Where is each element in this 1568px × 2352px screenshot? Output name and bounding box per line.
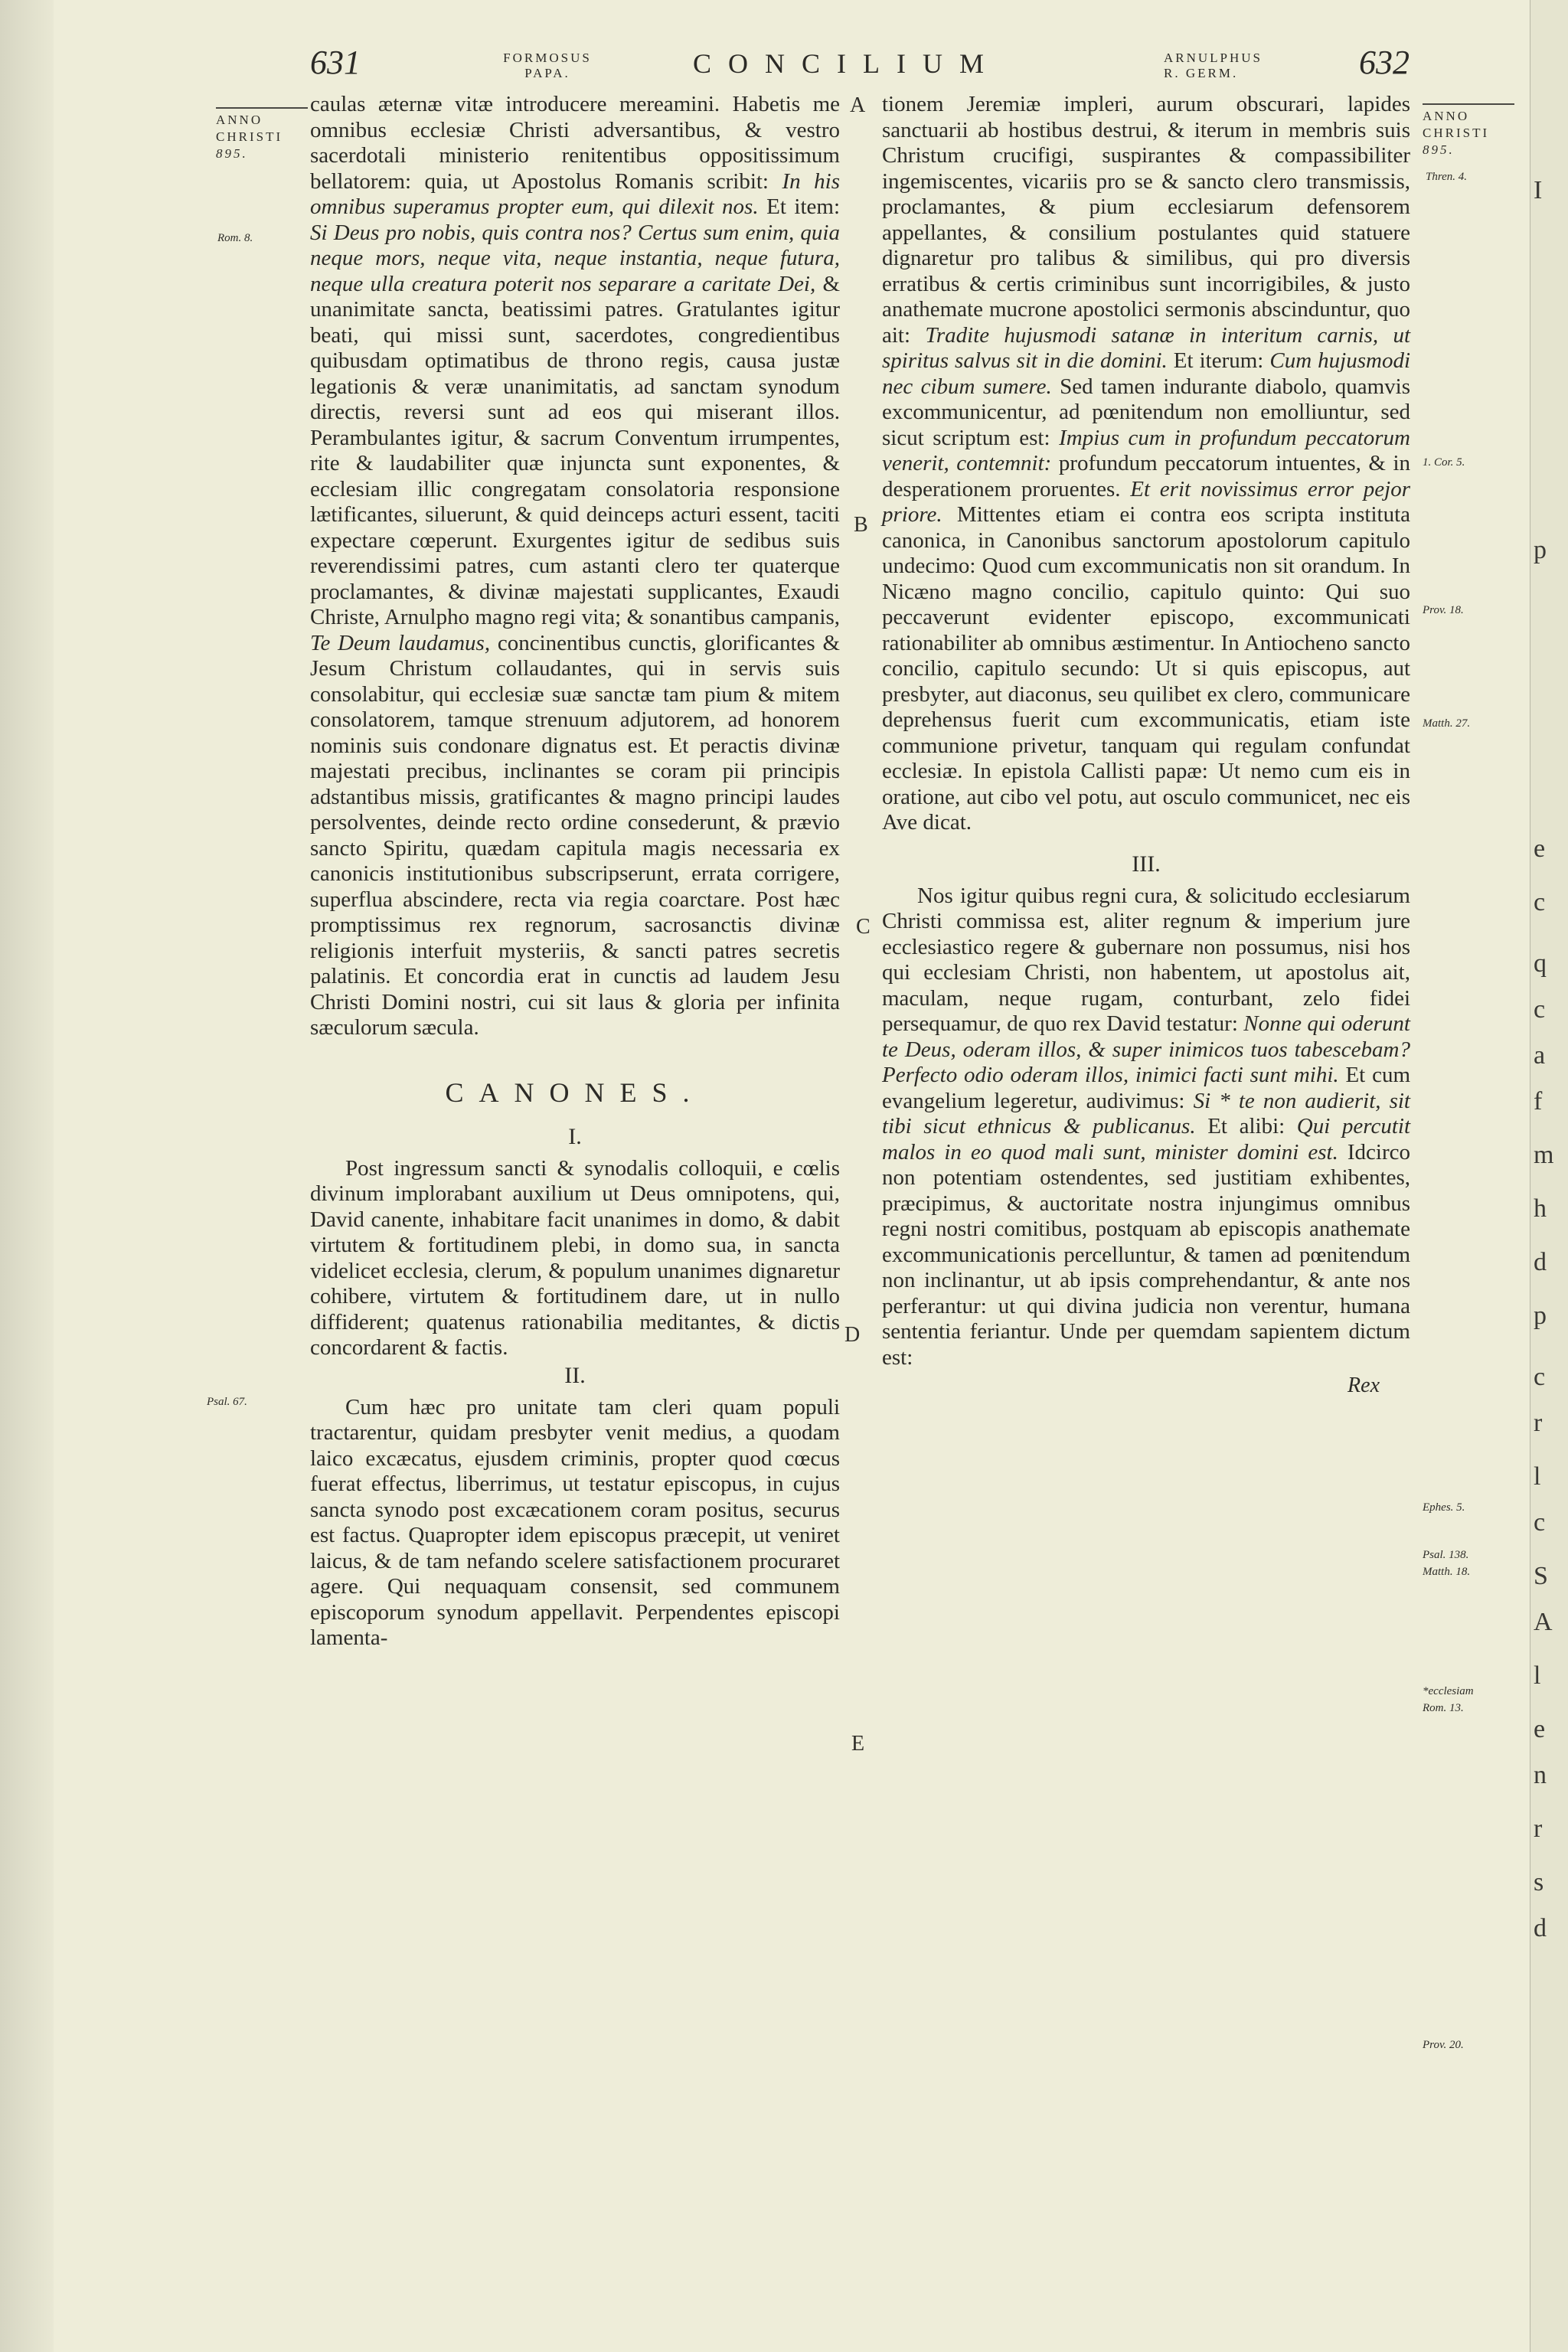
scripture-quote: Et erit novissimus error pejor priore. (882, 476, 1410, 527)
anno-year: 895. (1423, 142, 1455, 157)
text-run: Idcirco non potentiam ostendentes, sed justitiam exhibentes, præcipimus, & auctoritate nostra injungimus omnibus regni nostri comitibus, postquam ab episcopis anathemate excommunicationis percelluntur, & tamen ad pœnitendum non inclinantur, ut ab ipsis comprehendantur, & ante nos perferantur: ut qui divina judicia non verentur, humana sententia feriantur. Unde per quemdam sapientem dictum est: (882, 1139, 1410, 1370)
margin-ref-cor: 1. Cor. 5. (1423, 456, 1465, 469)
edge-letter: e (1534, 835, 1546, 863)
edge-letter: f (1534, 1087, 1543, 1116)
edge-letter: S (1534, 1562, 1548, 1590)
edge-letter: c (1534, 1363, 1546, 1391)
running-title-line: FORMOSUS (503, 51, 592, 65)
edge-letter: c (1534, 888, 1546, 916)
anno-label: CHRISTI (1423, 126, 1490, 140)
edge-letter: e (1534, 1715, 1546, 1743)
body-paragraph (882, 884, 1410, 1371)
body-paragraph: Post ingressum sancti & synodalis colloquii, e cœlis divinum implorabant auxilium ut Deus omnipotens, qui, David canente, inhabitare facit unanimes in domo, & dabit virtutem & fortitudinem plebi, in domo sua, in sancta videlicet ecclesia, clerum, & populum unanimes dignaretur cohibere, virtutem & fortitudinem dare, ut in nullo diffiderent; quatenus rationabilia meditantes, & dictis concordarent & factis. (310, 1155, 840, 1360)
section-letter: E (851, 1732, 865, 1756)
edge-letter: l (1534, 1661, 1541, 1690)
left-page-number: 631 (310, 44, 361, 81)
next-page-edge (1530, 0, 1568, 2352)
section-letter: D (844, 1323, 861, 1347)
text-run: Mittentes etiam ei contra eos scripta instituta canonica, in Canonibus sanctorum apostolorum capitulo undecimo: Quod cum excommunicatis non sit orandum. In Nicæno magno concilio, capitulo quinto: Qui suo peccaverunt evidenter episcopo, excommunicati rationabiliter ab omnibus æstimentur. In Antiocheno sancto concilio, capitulo secundo: Ut si quis episcopus, aut presbyter, aut diaconus, seu quilibet ex clero, communicare deprehensus fuerit cum excommunicatis, etiam iste communione privetur, tanquam qui regulam confundat ecclesiæ. In epistola Callisti papæ: Ut nemo cum eis in oratione, aut cibo vel potu, aut osculo communicet, nec eis Ave dicat. (882, 502, 1411, 835)
margin-ref-rom13: Rom. 13. (1423, 1702, 1464, 1714)
edge-letter: s (1534, 1868, 1544, 1896)
edge-letter: a (1534, 1041, 1546, 1070)
edge-letter: p (1534, 536, 1547, 564)
section-letter: A (850, 93, 866, 117)
edge-letter: r (1534, 1815, 1543, 1843)
text-run: Et alibi: (1207, 1114, 1285, 1138)
scripture-quote: Si * te non audierit, sit tibi sicut ethnicus & publicanus. (882, 1088, 1410, 1138)
margin-ref-ephes: Ephes. 5. (1423, 1501, 1465, 1514)
anno-year: 895. (216, 146, 248, 161)
text-run: tionem Jeremiæ impleri, aurum obscurari, lapides sanctuarii ab hostibus destrui, & iterum in membris suis Christum crucifigi, suspirantes & compassibiliter ingemiscentes, vicariis pro se & sancto clero transmissis, proclamantes, & pium ecclesiarum defensorem appellantes, & consilium postulantes quid statuere dignaretur pro talibus & similibus, qui pro diversis erratibus & certis criminibus sunt incorrigibiles, & justo anathemate mucrone apostolici sermonis abscinduntur, quo ait: (882, 92, 1410, 348)
running-header (0, 0, 1530, 84)
text-run: Et cum evangelium legeretur, audivimus: (882, 1063, 1410, 1113)
canones-heading: CANONES. (445, 1076, 705, 1108)
margin-ref-psal138: Psal. 138. (1423, 1549, 1469, 1561)
scripture-quote: Tradite hujusmodi satanæ in interitum carnis, ut spiritus salvus sit in die domini. (882, 322, 1410, 373)
section-letter: B (854, 513, 868, 537)
text-run: Et iterum: (1173, 348, 1264, 373)
edge-letter: p (1534, 1302, 1547, 1330)
canon-number: III. (1132, 851, 1161, 877)
edge-letter: r (1534, 1409, 1543, 1437)
text-run: caulas æternæ vitæ introducere mereamini. Habetis me omnibus ecclesiæ Christi adversantibus, & vestro sacerdotali ministerio renitentibus oppositissimum bellatorem: quia, ut Apostolus Romanis scribit: (310, 92, 840, 194)
margin-ref-prov20: Prov. 20. (1423, 2039, 1464, 2051)
scripture-quote: Impius cum in profundum peccatorum venerit, contemnit: (882, 425, 1411, 475)
anno-label: CHRISTI (216, 129, 283, 144)
body-paragraph (310, 92, 840, 1041)
catchword: Rex (1348, 1374, 1380, 1397)
edge-letter: c (1534, 1508, 1546, 1537)
right-text-column (882, 92, 1410, 1398)
page-title: CONCILIUM (693, 48, 1001, 79)
scripture-quote: Si Deus pro nobis, quis contra nos? Certus sum enim, quia neque mors, neque vita, neque instantia, neque futura, neque ulla creatura poterit nos separare a caritate Dei, (310, 220, 840, 296)
body-paragraph (882, 92, 1410, 836)
edge-letter: h (1534, 1194, 1547, 1223)
edge-letter: d (1534, 1248, 1547, 1276)
page-gutter (0, 0, 54, 2352)
right-page-number: 632 (1359, 44, 1410, 81)
running-title-line: R. GERM. (1164, 66, 1239, 80)
scripture-quote: In his omnibus superamus propter eum, qui dilexit nos. (310, 168, 841, 219)
margin-ref-ecclesiam: *ecclesiam (1423, 1685, 1474, 1697)
running-title-line: PAPA. (524, 66, 570, 80)
section-letter: C (856, 915, 871, 939)
scripture-quote: Qui percutit malos in eo quod mali sunt, minister domini est. (882, 1114, 1411, 1165)
running-title-line: ARNULPHUS (1164, 51, 1263, 65)
right-anno-block (1423, 103, 1514, 158)
margin-ref-thren: Thren. 4. (1426, 171, 1468, 183)
right-running-title (1164, 51, 1294, 81)
anno-label: ANNO (216, 113, 263, 127)
margin-ref-rom: Rom. 8. (217, 232, 253, 244)
canon-number: I. (568, 1123, 582, 1149)
edge-letter: I (1534, 176, 1543, 204)
anno-rule (216, 107, 308, 109)
edge-letter: A (1534, 1608, 1553, 1636)
margin-ref-prov: Prov. 18. (1423, 604, 1464, 616)
text-run: Et item: (766, 194, 840, 219)
scripture-quote: Cum hujusmodi nec cibum sumere. (882, 348, 1410, 399)
text-run: concinentibus cunctis, glorificantes & Jesum Christum collaudantes, qui in servis suis consolabitur, qui ecclesiæ suæ sanctæ tam pium & mitem consolatorem, tamque strenuum adjutorem, ad honorem nominis suis condonare dignatus est. Et peractis divinæ majestati precibus, inclinantes se coram pii principis adstantibus missis, gratificantes & magno principi laudes persolventes, deinde recto ordine consederunt, & prævio sancto Spiritu, quædam capitula magis necessaria ex canonicis institutionibus subscripserunt, errata corrigere, superflua abscindere, recta via regia coarctare. Post hæc promptissimus rex regnorum, sacrosanctis divinæ religionis interfuit mysteriis, & sancti patres secretis palatinis. Et concordia erat in cunctis ad laudem Jesu Christi Domini nostri, cui sit laus & gloria per infinita sæculorum sæcula. (310, 630, 841, 1040)
edge-letter: d (1534, 1914, 1547, 1942)
edge-letter: q (1534, 949, 1547, 978)
margin-ref-matth18: Matth. 18. (1423, 1566, 1471, 1578)
text-run: Nos igitur quibus regni cura, & solicitudo ecclesiarum Christi commissa est, aliter regnum & imperium jure ecclesiastico regere & gubernare non possumus, nisi hos qui ecclesiam Christi, non habentem, ut apostolus ait, maculam, neque rugam, conturbant, zelo fidei persequamur, de quo rex David testatur: (882, 883, 1410, 1036)
scripture-quote: Te Deum laudamus, (310, 630, 491, 655)
text-run: profundum peccatorum intuentes, & in desperationem proruentes. (882, 451, 1411, 501)
body-paragraph: Cum hæc pro unitate tam cleri quam populi tractarentur, quidam presbyter venit medius, a quodam laico excæcatus, ejusdem criminis, propter quod cœcus fuerat effectus, liberrimus, ut testatur episcopus, in cujus sancta synodo post excæcationem coram positus, securus est factus. Quapropter idem episcopus præcepit, ut veniret laicus, & de tam nefando scelere satisfactionem procuraret agere. Qui nequaquam consensit, sed communem episcoporum synodum appellavit. Perpendentes episcopi lamenta- (310, 1394, 840, 1650)
canon-number: II. (564, 1362, 586, 1388)
text-run: & unanimitate sancta, beatissimi patres. Gratulantes igitur beati, qui missi sunt, sacerdotes, congredientibus quibusdam optimatibus de throno regis, causa justæ legationis & veræ unanimitatis, ad sanctam synodum directis, reversi sunt ad eos qui miserant illos. Perambulantes igitur, & sacrum Conventum irrumpentes, rite & laudabiliter quæ injuncta sunt exponentes, & ecclesiam illic congregatam consolatoria responsione lætificantes, siluerunt, & quid deinceps acturi essent, taciti expectare cœperunt. Exurgentes igitur de sedibus suis reverendissimi patres, cum astanti clero ter quaterque proclamantes, & divinæ majestati supplicantes, Exaudi Christe, Arnulpho magno regi vita; & sonantibus campanis, (310, 271, 840, 629)
anno-rule (1423, 103, 1514, 105)
edge-letter: c (1534, 995, 1546, 1024)
margin-ref-matth: Matth. 27. (1423, 717, 1471, 730)
edge-letter: n (1534, 1761, 1547, 1789)
left-text-column (310, 92, 840, 1651)
left-running-title (490, 51, 605, 81)
left-anno-block (216, 107, 308, 162)
edge-letter: l (1534, 1462, 1541, 1491)
text-run: Sed tamen indurante diabolo, quamvis excommunicentur, ad pœnitendum non emolliuntur, sed sicut scriptum est: (882, 374, 1410, 450)
anno-label: ANNO (1423, 109, 1470, 123)
margin-ref-psal: Psal. 67. (207, 1396, 247, 1408)
edge-letter: m (1534, 1141, 1554, 1169)
scripture-quote: Nonne qui oderunt te Deus, oderam illos, & super inimicos tuos tabescebam? Perfecto odio oderam illos, inimici facti sunt mihi. (882, 1011, 1410, 1087)
